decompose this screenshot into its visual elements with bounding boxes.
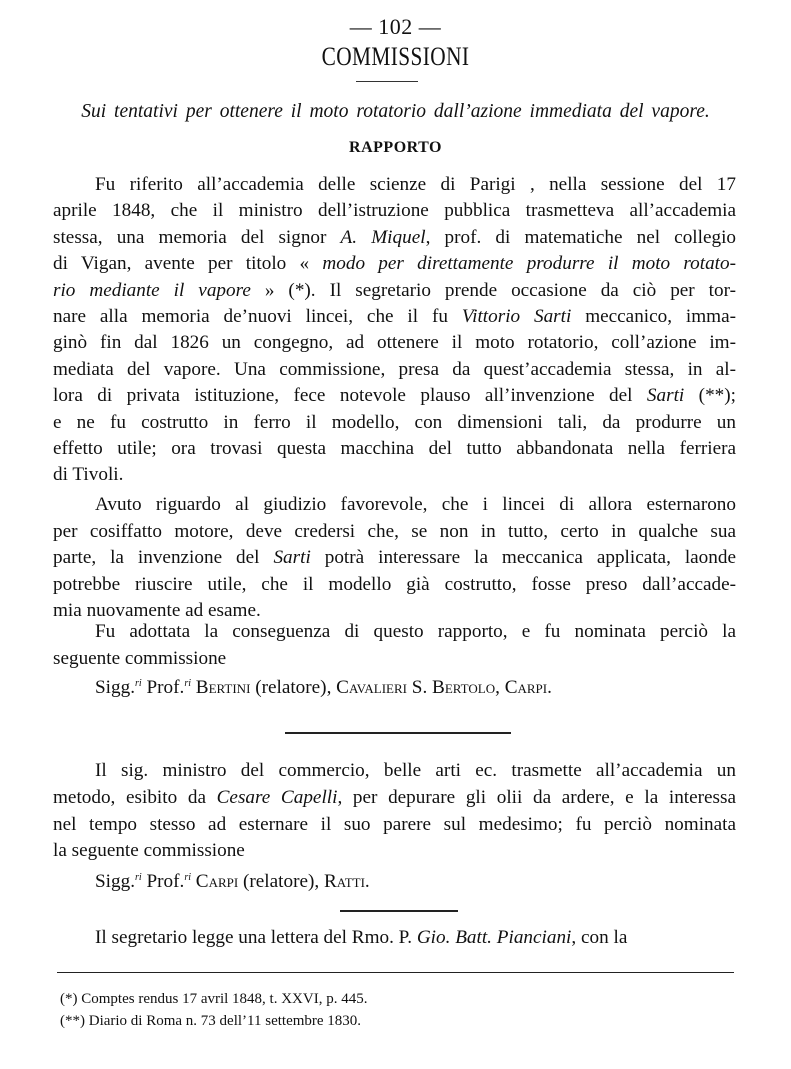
- paragraph-1-line: [53, 384, 736, 408]
- italic-text: modo per direttamente produrre il moto rotato-: [322, 253, 736, 275]
- italic-text: A. Miquel: [340, 226, 426, 248]
- text-run: mia nuovamente ad esame.: [53, 600, 261, 622]
- paragraph-5-line: [95, 926, 736, 950]
- paragraph-2-line: [53, 520, 736, 544]
- prof-label: Prof.: [146, 677, 185, 698]
- text-run: lora di privata istituzione, fece notevole plauso all’invenzione del: [53, 385, 647, 407]
- text-run: meccanico, imma-: [571, 306, 736, 327]
- text-run: » (*). Il segretario prende occasione da ciò per tor-: [250, 279, 736, 301]
- text-run: di Vigan, avente per titolo «: [53, 253, 323, 275]
- text-run: mediata del vapore. Una commissione, presa da quest’accademia stessa, in al-: [53, 358, 736, 380]
- text-run: seguente commissione: [53, 647, 227, 669]
- member-name: Ratti.: [323, 871, 370, 892]
- paragraph-2-line: [53, 573, 736, 597]
- section-title: COMMISSIONI: [321, 42, 470, 71]
- italic-text: Gio. Batt. Pianciani: [416, 927, 572, 948]
- paragraph-1-line: [95, 173, 736, 197]
- section-divider: [285, 732, 511, 734]
- title-divider: [356, 81, 418, 82]
- paragraph-2-line: [95, 493, 736, 517]
- text-run: stessa, una memoria del signor: [53, 226, 341, 248]
- text-run: aprile 1848, che il ministro dell’istruzione pubblica trasmetteva all’accademia: [53, 200, 736, 222]
- subtitle: Sui tentativi per ottenere il moto rotatorio dall’azione immediata del vapore.: [81, 101, 710, 122]
- member-name: Carpi: [195, 871, 239, 892]
- member-role: (relatore),: [243, 871, 320, 892]
- italic-text: Vittorio Sarti: [461, 306, 572, 327]
- text-run: potrebbe riuscire utile, che il modello già costrutto, fosse preso dall’accade-: [53, 573, 736, 595]
- paragraph-1-line: [53, 279, 736, 303]
- prof-sup: ri: [184, 872, 191, 883]
- text-run: e ne fu costrutto in ferro il modello, con dimensioni tali, da produrre un: [53, 411, 736, 433]
- paragraph-1-line: [53, 358, 736, 382]
- text-run: Fu adottata la conseguenza di questo rapporto, e fu nominata perciò la: [95, 621, 736, 642]
- text-run: la seguente commissione: [53, 840, 245, 862]
- paragraph-2-line: [53, 546, 736, 570]
- paragraph-1-line: [53, 252, 736, 276]
- footnote-1: (*) Comptes rendus 17 avril 1848, t. XXVI, p. 445.: [60, 991, 368, 1007]
- footnote-2: (**) Diario di Roma n. 73 dell’11 settembre 1830.: [60, 1013, 362, 1029]
- paragraph-4-line: [53, 786, 736, 810]
- commission-2: [95, 866, 370, 890]
- italic-text: Sarti: [646, 385, 685, 407]
- text-run: ginò fin dal 1826 un congegno, ad ottenere il moto rotatorio, coll’azione im-: [53, 332, 736, 354]
- sigg-label: Sigg.: [95, 677, 135, 698]
- paragraph-4-line: [95, 759, 736, 783]
- commission-1: [95, 672, 552, 696]
- text-run: potrà interessare la meccanica applicata, laonde: [310, 547, 736, 569]
- prof-sup: ri: [184, 678, 191, 689]
- text-run: (**);: [684, 385, 736, 407]
- italic-text: Sarti: [273, 547, 311, 569]
- page-number: — 102 —: [349, 14, 442, 39]
- paragraph-3-line: [53, 647, 736, 671]
- prof-label: Prof.: [146, 871, 185, 892]
- paragraph-3-line: [95, 620, 736, 644]
- text-run: , prof. di matematiche nel collegio: [425, 226, 736, 248]
- text-run: Avuto riguardo al giudizio favorevole, che i lincei di allora esternarono: [95, 494, 736, 515]
- footnote-rule: [57, 972, 734, 973]
- member-name: Cavalieri S. Bertolo,: [336, 677, 500, 698]
- text-run: , per depurare gli olii da ardere, e la interessa: [337, 786, 736, 808]
- member-name: Carpi.: [504, 677, 552, 698]
- paragraph-1-line: [53, 411, 736, 435]
- text-run: di Tivoli.: [53, 464, 124, 486]
- text-run: nare alla memoria de’nuovi lincei, che il fu: [53, 306, 462, 327]
- sigg-label: Sigg.: [95, 871, 135, 892]
- paragraph-1-line: [53, 331, 736, 355]
- paragraph-1-line: [53, 437, 736, 461]
- text-run: metodo, esibito da: [53, 786, 217, 808]
- sigg-sup: ri: [135, 678, 142, 689]
- text-run: parte, la invenzione del: [53, 547, 274, 569]
- text-run: per cosiffatto motore, deve credersi che, se non in tutto, certo in qualche sua: [53, 520, 736, 542]
- italic-text: Cesare Capelli: [216, 786, 338, 808]
- paragraph-1-line: [53, 226, 736, 250]
- section-divider: [340, 910, 458, 912]
- text-run: , con la: [571, 927, 628, 948]
- member-name: Bertini: [195, 677, 251, 698]
- text-run: Fu riferito all’accademia delle scienze di Parigi , nella sessione del 17: [95, 174, 736, 195]
- report-heading: RAPPORTO: [349, 139, 442, 156]
- paragraph-4-line: [53, 813, 736, 837]
- text-run: Il segretario legge una lettera del Rmo. P.: [95, 927, 417, 948]
- paragraph-1-line: [53, 463, 736, 487]
- italic-text: rio mediante il vapore: [53, 279, 251, 301]
- text-run: Il sig. ministro del commercio, belle arti ec. trasmette all’accademia un: [95, 760, 736, 781]
- paragraph-1-line: [53, 305, 736, 329]
- paragraph-1-line: [53, 199, 736, 223]
- paragraph-4-line: [53, 839, 736, 863]
- text-run: nel tempo stesso ad esternare il suo parere sul medesimo; fu perciò nominata: [53, 813, 736, 835]
- text-run: effetto utile; ora trovasi questa macchina del tutto abbandonata nella ferriera: [53, 438, 736, 459]
- sigg-sup: ri: [135, 872, 142, 883]
- member-role: (relatore),: [255, 677, 332, 698]
